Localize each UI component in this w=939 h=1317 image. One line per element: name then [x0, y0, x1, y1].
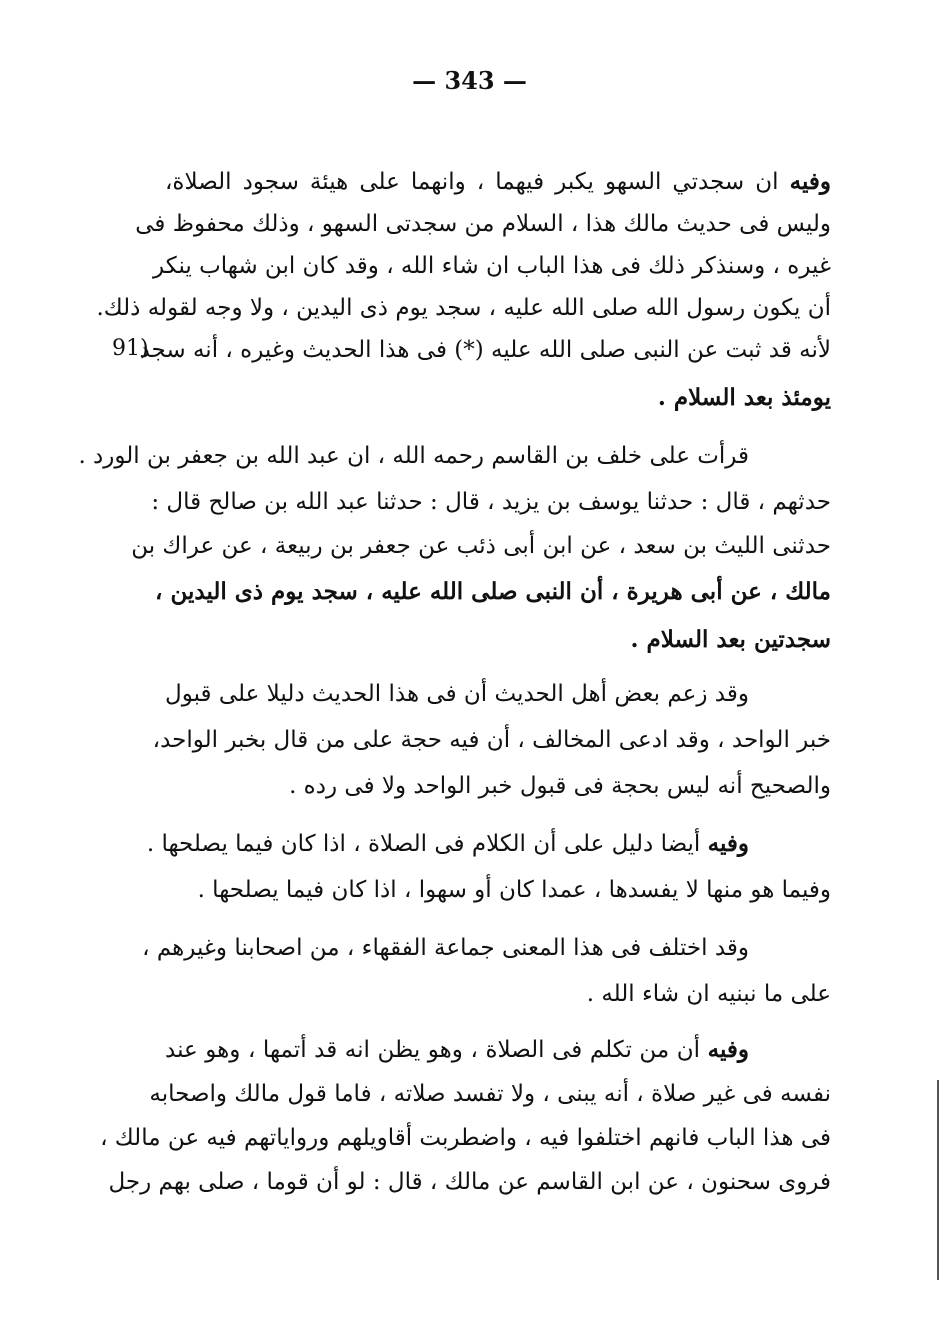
text-line: والصحيح أنه ليس بحجة فى قبول خبر الواحد ولا فى رده .: [289, 773, 831, 799]
paragraph-lead: وفيه: [707, 1036, 749, 1063]
paragraph-lead: وفيه: [707, 830, 749, 857]
text-line: وقد اختلف فى هذا المعنى جماعة الفقهاء ، من اصحابنا وغيرهم ،: [142, 935, 749, 961]
text-line: خبر الواحد ، وقد ادعى المخالف ، أن فيه حجة على من قال بخبر الواحد،: [152, 727, 831, 753]
text-line: نفسه فى غير صلاة ، أنه يبنى ، ولا تفسد صلاته ، فاما قول مالك واصحابه: [149, 1081, 831, 1107]
text-line: غيره ، وسنذكر ذلك فى هذا الباب ان شاء الله ، وقد كان ابن شهاب ينكر: [153, 253, 831, 279]
text-line: فروى سحنون ، عن ابن القاسم عن مالك ، قال : لو أن قوما ، صلى بهم رجل: [108, 1169, 831, 1195]
text-line: مالك ، عن أبى هريرة ، أن النبى صلى الله عليه ، سجد يوم ذى اليدين ،: [155, 578, 831, 605]
text-line: على ما نبنيه ان شاء الله .: [586, 981, 831, 1007]
text-line: سجدتين بعد السلام .: [630, 626, 831, 653]
text-line: يومئذ بعد السلام .: [657, 384, 831, 411]
text-line: وليس فى حديث مالك هذا ، السلام من سجدتى السهو ، وذلك محفوظ فى: [135, 211, 831, 237]
text-line: وفيما هو منها لا يفسدها ، عمدا كان أو سهوا ، اذا كان فيما يصلحها .: [197, 877, 831, 903]
text-line: لأنه قد ثبت عن النبى صلى الله عليه (*) فى هذا الحديث وغيره ، أنه سجد: [139, 337, 831, 363]
margin-note: 91): [112, 336, 149, 361]
text-line: قرأت على خلف بن القاسم رحمه الله ، ان عبد الله بن جعفر بن الورد .: [78, 443, 749, 469]
text-line: وفيه أن من تكلم فى الصلاة ، وهو يظن انه قد أتمها ، وهو عند: [165, 1036, 749, 1063]
text-line: وفيه أيضا دليل على أن الكلام فى الصلاة ، اذا كان فيما يصلحها .: [146, 830, 749, 857]
text-line: حدثنى الليث بن سعد ، عن ابن أبى ذئب عن جعفر بن ربيعة ، عن عراك بن: [131, 533, 831, 559]
text-line: وقد زعم بعض أهل الحديث أن فى هذا الحديث دليلا على قبول: [165, 681, 749, 707]
text-line: وفيه ان سجدتي السهو يكبر فيهما ، وانهما على هيئة سجود الصلاة،: [165, 168, 831, 195]
page-number: — 343 —: [412, 66, 527, 95]
text-line: أن يكون رسول الله صلى الله عليه ، سجد يوم ذى اليدين ، ولا وجه لقوله ذلك.: [96, 295, 831, 321]
text-line: فى هذا الباب فانهم اختلفوا فيه ، واضطربت أقاويلهم ورواياتهم فيه عن مالك ،: [100, 1125, 831, 1151]
paragraph-lead: وفيه: [789, 168, 831, 195]
text-line: حدثهم ، قال : حدثنا يوسف بن يزيد ، قال : حدثنا عبد الله بن صالح قال :: [151, 489, 831, 515]
